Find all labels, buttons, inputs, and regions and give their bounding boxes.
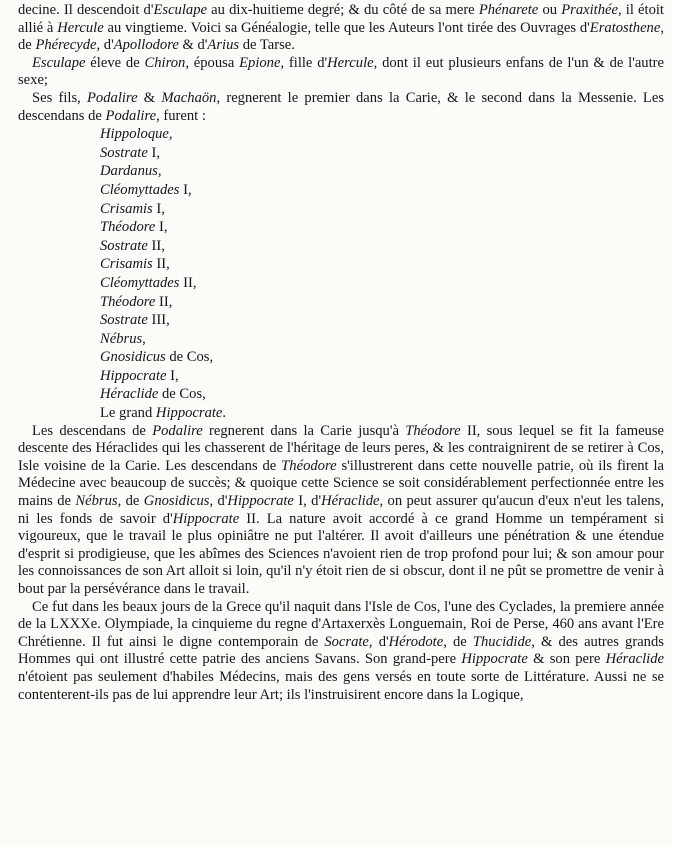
list-item: Hippoloque,: [100, 126, 173, 143]
list-item: Le grand Hippocrate.: [100, 405, 227, 422]
paragraph-genealogy-intro: decine. Il descendoit d'Esculape au dix-huitieme degré; & du côté de sa mere Phénarete ou Praxithée, il étoit allié à Hercule au vingtieme. Voici sa Généalogie, telle que les Auteurs l'ont tirée des Ouvrages d'Eratosthene, de Phérecyde, d'Apollodore & d'Arius de Tarse.: [18, 2, 664, 54]
list-item: Sostrate III,: [100, 312, 170, 329]
list-item: Gnosidicus de Cos,: [100, 349, 214, 366]
list-item: Théodore I,: [100, 219, 168, 236]
list-item: Hippocrate I,: [100, 367, 179, 384]
paragraph-esculape: Esculape éleve de Chiron, épousa Epione, fille d'Hercule, dont il eut plusieurs enfans de l'un & de l'autre sexe;: [18, 54, 664, 89]
list-item: Sostrate I,: [100, 144, 161, 161]
list-item: Cléomyttades I,: [100, 181, 192, 198]
list-item: Cléomyttades II,: [100, 274, 197, 291]
list-item: Dardanus,: [100, 163, 162, 180]
list-item: Héraclide de Cos,: [100, 386, 206, 403]
list-item: Théodore II,: [100, 293, 173, 310]
list-item: Crisamis II,: [100, 256, 170, 273]
paragraph-descendants-carie: Les descendans de Podalire regnerent dans la Carie jusqu'à Théodore II, sous lequel se fit la fameuse descente des Héraclides qui les chasserent de l'héritage de leurs peres, & les contraignirent de se retirer à Cos, Isle voisine de la Carie. Les descendans de Théodore s'illustrerent dans cette nouvelle patrie, où ils firent la Médecine avec beaucoup de succès; & quoique cette Science se soit considérablement perfectionnée entre les mains de Nébrus, de Gnosidicus, d'Hippocrate I, d'Héraclide, on peut assurer qu'aucun d'eux n'eut les talens, ni les fonds de savoir d'Hippocrate II. La nature avoit accordé à ce grand Homme un tempérament si vigoureux, que le travail le plus opiniâtre ne put l'altérer. Il avoit d'ailleurs une pénétration & une étendue d'esprit si prodigieuse, que les abîmes des Sciences n'avoient rien de trop profond pour lui; & son amour pour les connoissances de son Art alloit si loin, qu'il n'y étoit rien de si obscur, dont il ne pût se promettre de venir à bout par la persévérance dans le travail.: [18, 422, 665, 597]
list-item: Sostrate II,: [100, 237, 165, 254]
list-item: Crisamis I,: [100, 200, 165, 217]
paragraph-birth-cos: Ce fut dans les beaux jours de la Grece qu'il naquit dans l'Isle de Cos, l'une des Cyclades, la premiere année de la LXXXe. Olympiade, la cinquieme du regne d'Artaxerxès Longuemain, Roi de Perse, 460 ans avant l'Ere Chrétienne. Il fut ainsi le digne contemporain de Socrate, d'Hérodote, de Thucidide, & des autres grands Hommes qui ont illustré cette patrie des anciens Savans. Son grand-pere Hippocrate & son pere Héraclide n'étoient pas seulement d'habiles Médecins, mais des gens versés en toute sorte de Littérature. Aussi ne se contenterent-ils pas de lui apprendre leur Art; ils l'instruisirent encore dans la Logique,: [18, 598, 664, 703]
descendants-list: [100, 125, 664, 423]
paragraph-sons: Ses fils, Podalire & Machaön, regnerent le premier dans la Carie, & le second dans la Messenie. Les descendans de Podalire, furent :: [18, 89, 665, 124]
list-item: Nébrus,: [100, 330, 146, 347]
